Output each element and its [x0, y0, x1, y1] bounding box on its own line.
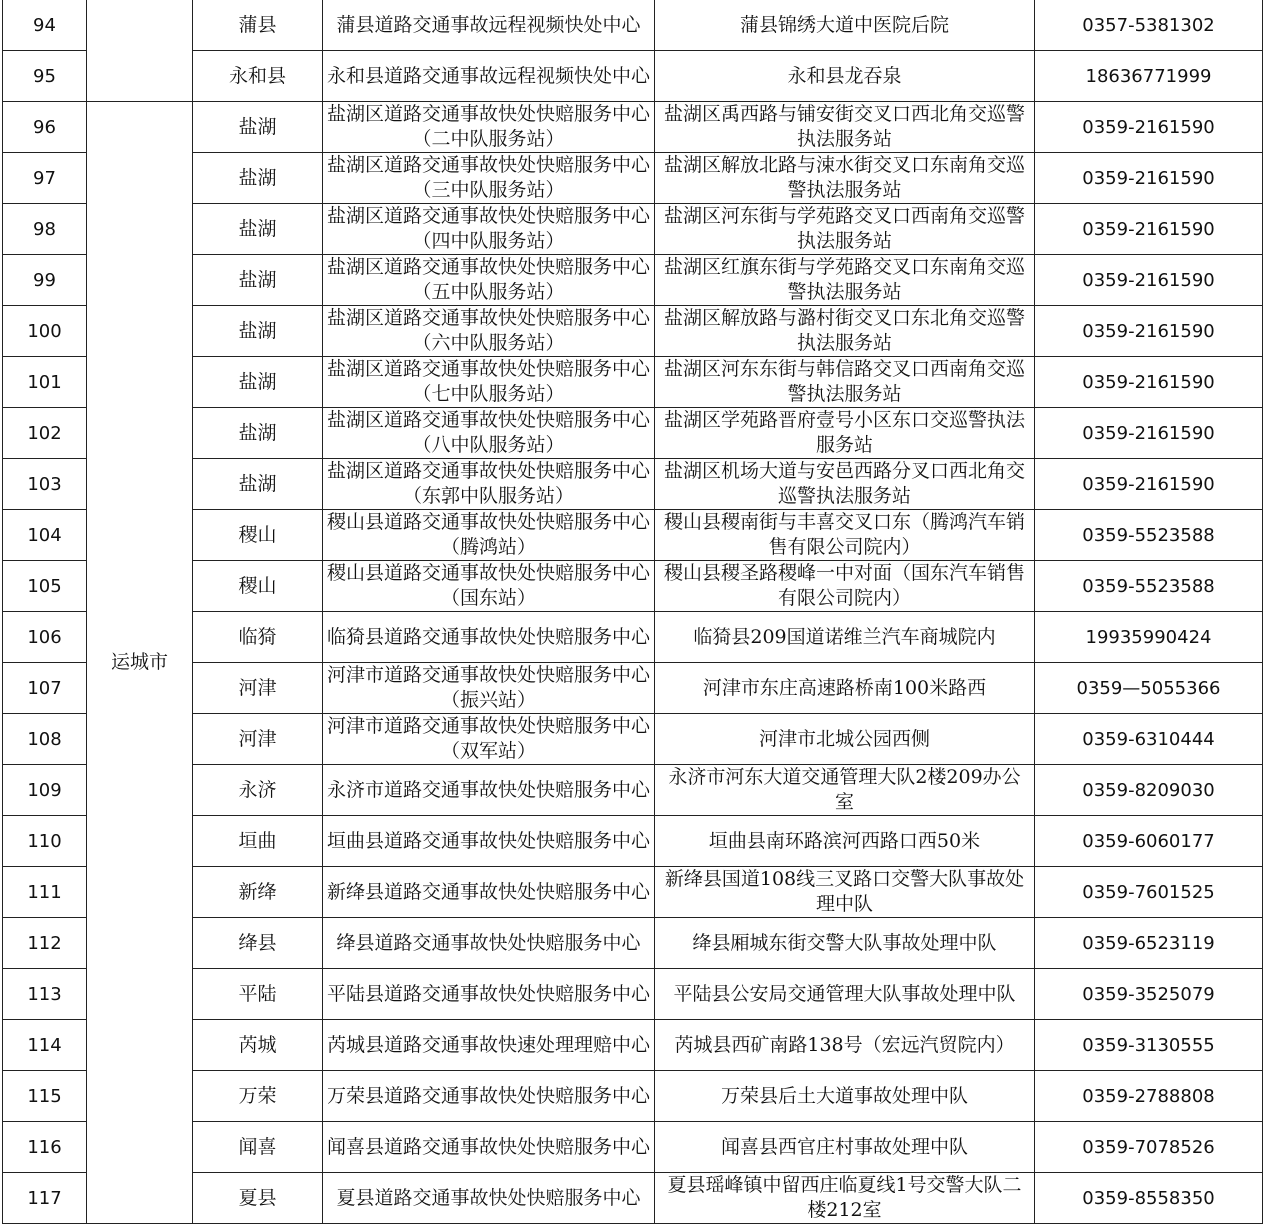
address-cell: 万荣县后土大道事故处理中队: [655, 1071, 1035, 1122]
address-cell: 芮城县西矿南路138号（宏远汽贸院内）: [655, 1020, 1035, 1071]
center-name-cell: 盐湖区道路交通事故快处快赔服务中心（四中队服务站）: [323, 204, 655, 255]
table-row: [3, 102, 1263, 153]
address-cell: 盐湖区河东街与学苑路交叉口西南角交巡警执法服务站: [655, 204, 1035, 255]
table-row: [3, 0, 1263, 51]
county-cell: 夏县: [193, 1173, 323, 1224]
row-number: 97: [3, 153, 87, 204]
address-cell: 永和县龙吞泉: [655, 51, 1035, 102]
address-cell: 蒲县锦绣大道中医院后院: [655, 0, 1035, 51]
address-cell: 盐湖区机场大道与安邑西路分叉口西北角交巡警执法服务站: [655, 459, 1035, 510]
phone-cell: 0359-5523588: [1035, 510, 1263, 561]
row-number: 98: [3, 204, 87, 255]
center-name-cell: 盐湖区道路交通事故快处快赔服务中心（五中队服务站）: [323, 255, 655, 306]
county-cell: 闻喜: [193, 1122, 323, 1173]
phone-cell: 0359-7601525: [1035, 867, 1263, 918]
row-number: 110: [3, 816, 87, 867]
center-name-cell: 绛县道路交通事故快处快赔服务中心: [323, 918, 655, 969]
phone-cell: 0359-2161590: [1035, 459, 1263, 510]
county-cell: 稷山: [193, 510, 323, 561]
county-cell: 河津: [193, 714, 323, 765]
address-cell: 新绛县国道108线三叉路口交警大队事故处理中队: [655, 867, 1035, 918]
address-cell: 盐湖区解放北路与涑水街交叉口东南角交巡警执法服务站: [655, 153, 1035, 204]
phone-cell: 0359-2161590: [1035, 102, 1263, 153]
address-cell: 闻喜县西官庄村事故处理中队: [655, 1122, 1035, 1173]
center-name-cell: 芮城县道路交通事故快速处理理赔中心: [323, 1020, 655, 1071]
address-cell: 盐湖区学苑路晋府壹号小区东口交巡警执法服务站: [655, 408, 1035, 459]
county-cell: 万荣: [193, 1071, 323, 1122]
center-name-cell: 盐湖区道路交通事故快处快赔服务中心（七中队服务站）: [323, 357, 655, 408]
address-cell: 河津市北城公园西侧: [655, 714, 1035, 765]
row-number: 114: [3, 1020, 87, 1071]
row-number: 112: [3, 918, 87, 969]
row-number: 100: [3, 306, 87, 357]
phone-cell: 0359-3130555: [1035, 1020, 1263, 1071]
center-name-cell: 新绛县道路交通事故快处快赔服务中心: [323, 867, 655, 918]
county-cell: 盐湖: [193, 357, 323, 408]
phone-cell: 0359-8209030: [1035, 765, 1263, 816]
phone-cell: 0359-5523588: [1035, 561, 1263, 612]
center-name-cell: 盐湖区道路交通事故快处快赔服务中心（六中队服务站）: [323, 306, 655, 357]
row-number: 106: [3, 612, 87, 663]
row-number: 94: [3, 0, 87, 51]
center-name-cell: 蒲县道路交通事故远程视频快处中心: [323, 0, 655, 51]
phone-cell: 0359—5055366: [1035, 663, 1263, 714]
service-center-table: [2, 0, 1263, 1224]
address-cell: 盐湖区河东东街与韩信路交叉口西南角交巡警执法服务站: [655, 357, 1035, 408]
center-name-cell: 万荣县道路交通事故快处快赔服务中心: [323, 1071, 655, 1122]
row-number: 99: [3, 255, 87, 306]
row-number: 115: [3, 1071, 87, 1122]
center-name-cell: 稷山县道路交通事故快处快赔服务中心（腾鸿站）: [323, 510, 655, 561]
phone-cell: 0359-6060177: [1035, 816, 1263, 867]
county-cell: 盐湖: [193, 204, 323, 255]
county-cell: 盐湖: [193, 255, 323, 306]
address-cell: 垣曲县南环路滨河西路口西50米: [655, 816, 1035, 867]
center-name-cell: 垣曲县道路交通事故快处快赔服务中心: [323, 816, 655, 867]
county-cell: 平陆: [193, 969, 323, 1020]
row-number: 111: [3, 867, 87, 918]
county-cell: 永济: [193, 765, 323, 816]
county-cell: 盐湖: [193, 459, 323, 510]
center-name-cell: 永和县道路交通事故远程视频快处中心: [323, 51, 655, 102]
county-cell: 新绛: [193, 867, 323, 918]
address-cell: 临猗县209国道诺维兰汽车商城院内: [655, 612, 1035, 663]
phone-cell: 0359-3525079: [1035, 969, 1263, 1020]
county-cell: 垣曲: [193, 816, 323, 867]
center-name-cell: 永济市道路交通事故快处快赔服务中心: [323, 765, 655, 816]
row-number: 96: [3, 102, 87, 153]
phone-cell: 0359-2161590: [1035, 306, 1263, 357]
county-cell: 绛县: [193, 918, 323, 969]
row-number: 101: [3, 357, 87, 408]
phone-cell: 0359-6523119: [1035, 918, 1263, 969]
center-name-cell: 盐湖区道路交通事故快处快赔服务中心（二中队服务站）: [323, 102, 655, 153]
phone-cell: 0359-7078526: [1035, 1122, 1263, 1173]
address-cell: 夏县瑶峰镇中留西庄临夏线1号交警大队二楼212室: [655, 1173, 1035, 1224]
phone-cell: 18636771999: [1035, 51, 1263, 102]
table-body: [3, 0, 1263, 1224]
center-name-cell: 平陆县道路交通事故快处快赔服务中心: [323, 969, 655, 1020]
center-name-cell: 河津市道路交通事故快处快赔服务中心（双军站）: [323, 714, 655, 765]
row-number: 95: [3, 51, 87, 102]
county-cell: 盐湖: [193, 408, 323, 459]
county-cell: 芮城: [193, 1020, 323, 1071]
phone-cell: 19935990424: [1035, 612, 1263, 663]
county-cell: 河津: [193, 663, 323, 714]
address-cell: 盐湖区禹西路与铺安街交叉口西北角交巡警执法服务站: [655, 102, 1035, 153]
county-cell: 永和县: [193, 51, 323, 102]
row-number: 104: [3, 510, 87, 561]
row-number: 102: [3, 408, 87, 459]
county-cell: 蒲县: [193, 0, 323, 51]
row-number: 108: [3, 714, 87, 765]
center-name-cell: 闻喜县道路交通事故快处快赔服务中心: [323, 1122, 655, 1173]
phone-cell: 0357-5381302: [1035, 0, 1263, 51]
county-cell: 盐湖: [193, 153, 323, 204]
phone-cell: 0359-2161590: [1035, 408, 1263, 459]
city-cell-empty: [87, 0, 193, 102]
center-name-cell: 盐湖区道路交通事故快处快赔服务中心（八中队服务站）: [323, 408, 655, 459]
row-number: 113: [3, 969, 87, 1020]
center-name-cell: 河津市道路交通事故快处快赔服务中心（振兴站）: [323, 663, 655, 714]
address-cell: 平陆县公安局交通管理大队事故处理中队: [655, 969, 1035, 1020]
phone-cell: 0359-2788808: [1035, 1071, 1263, 1122]
address-cell: 盐湖区红旗东街与学苑路交叉口东南角交巡警执法服务站: [655, 255, 1035, 306]
center-name-cell: 夏县道路交通事故快处快赔服务中心: [323, 1173, 655, 1224]
city-cell: 运城市: [87, 102, 193, 1224]
row-number: 117: [3, 1173, 87, 1224]
center-name-cell: 盐湖区道路交通事故快处快赔服务中心（三中队服务站）: [323, 153, 655, 204]
phone-cell: 0359-6310444: [1035, 714, 1263, 765]
address-cell: 盐湖区解放路与潞村街交叉口东北角交巡警执法服务站: [655, 306, 1035, 357]
address-cell: 稷山县稷圣路稷峰一中对面（国东汽车销售有限公司院内）: [655, 561, 1035, 612]
address-cell: 稷山县稷南街与丰喜交叉口东（腾鸿汽车销售有限公司院内）: [655, 510, 1035, 561]
center-name-cell: 稷山县道路交通事故快处快赔服务中心（国东站）: [323, 561, 655, 612]
address-cell: 河津市东庄高速路桥南100米路西: [655, 663, 1035, 714]
phone-cell: 0359-8558350: [1035, 1173, 1263, 1224]
row-number: 107: [3, 663, 87, 714]
phone-cell: 0359-2161590: [1035, 204, 1263, 255]
address-cell: 绛县厢城东街交警大队事故处理中队: [655, 918, 1035, 969]
address-cell: 永济市河东大道交通管理大队2楼209办公室: [655, 765, 1035, 816]
county-cell: 稷山: [193, 561, 323, 612]
county-cell: 盐湖: [193, 102, 323, 153]
county-cell: 盐湖: [193, 306, 323, 357]
county-cell: 临猗: [193, 612, 323, 663]
phone-cell: 0359-2161590: [1035, 357, 1263, 408]
center-name-cell: 盐湖区道路交通事故快处快赔服务中心（东郭中队服务站）: [323, 459, 655, 510]
row-number: 109: [3, 765, 87, 816]
phone-cell: 0359-2161590: [1035, 153, 1263, 204]
center-name-cell: 临猗县道路交通事故快处快赔服务中心: [323, 612, 655, 663]
row-number: 105: [3, 561, 87, 612]
phone-cell: 0359-2161590: [1035, 255, 1263, 306]
row-number: 116: [3, 1122, 87, 1173]
row-number: 103: [3, 459, 87, 510]
